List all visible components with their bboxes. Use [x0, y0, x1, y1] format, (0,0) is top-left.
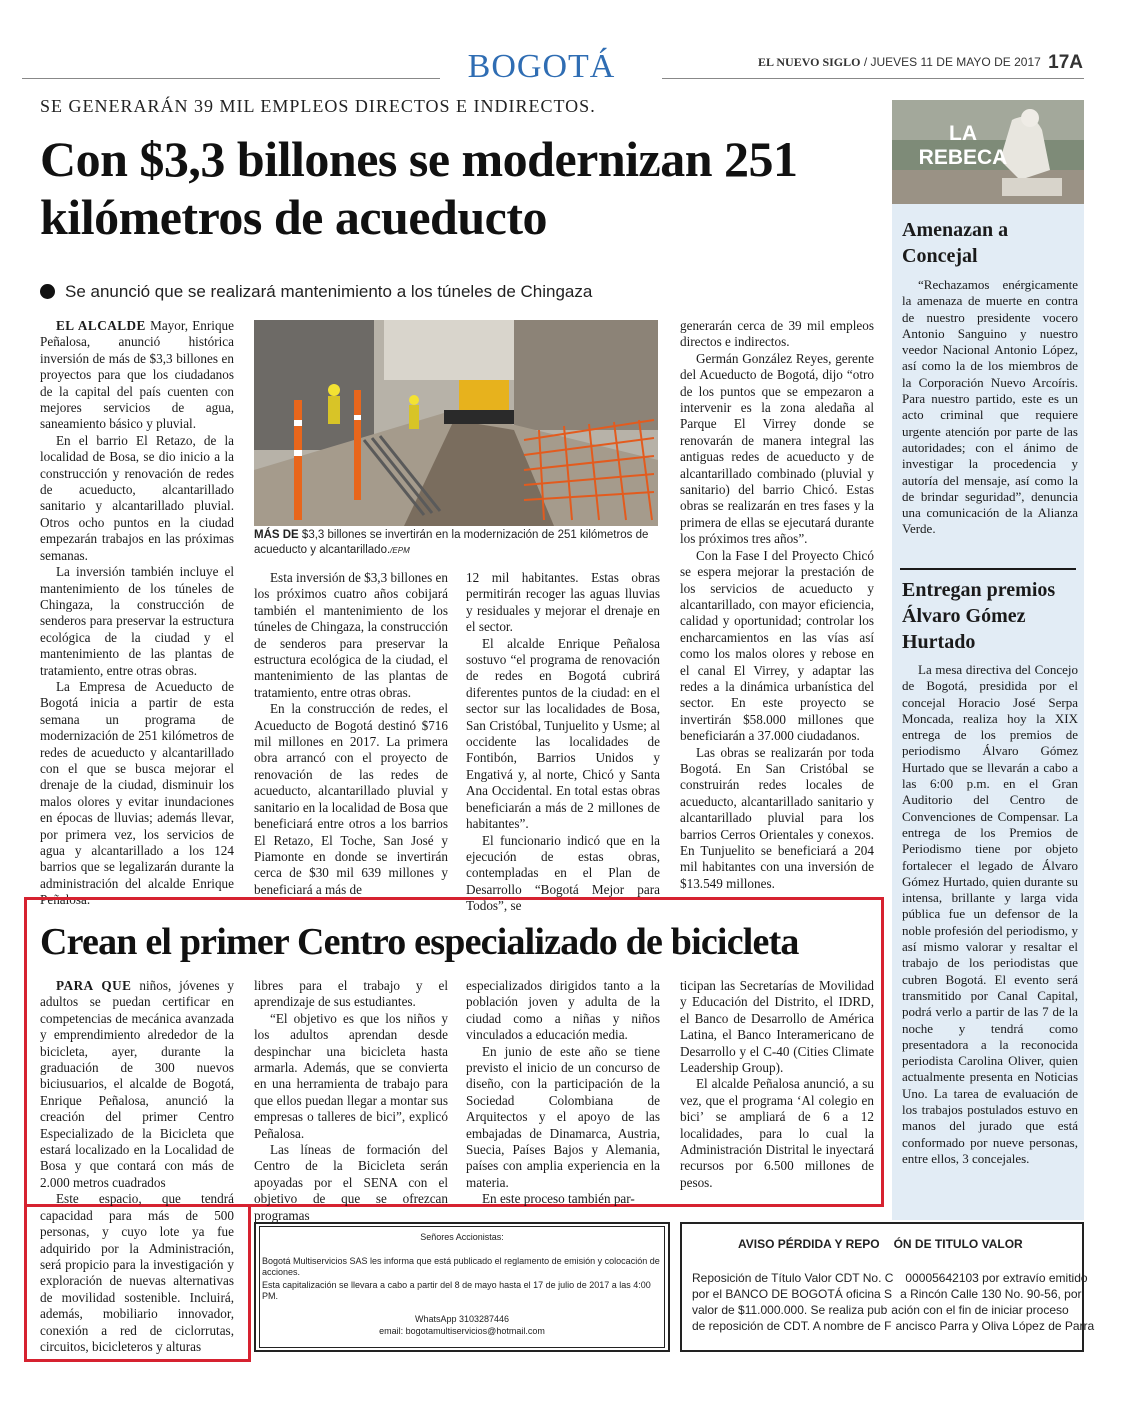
- paragraph: En este proceso también par-: [482, 1191, 635, 1207]
- ad2-line: de reposición de CDT. A nombre de F ancisco Parra y Oliva López de Parra: [692, 1319, 1095, 1333]
- paragraph: El alcalde Enrique Peñalosa sostuvo “el programa de renovación de redes en Bogotá cubrirá diferentes puntos de la ciudad: en el sector sur las localidades de Bosa, San Cristóbal, Tunjuelito y Usme; al occidente las localidades de Fontibón, Barrios Unidos y Engativá y, al norte, Chicó y Santa Ana Occidental. En total estas obras beneficiarán a más de 2 millones de habitantes”.: [466, 635, 660, 832]
- caption-text: $3,3 billones se invertirán en la modernización de 251 kilómetros de acueducto y alcantarillado.: [254, 529, 649, 556]
- photo-credit: /EPM: [390, 546, 410, 555]
- bicycle-column-4: [680, 978, 874, 1208]
- article-column-2: [254, 570, 448, 897]
- paragraph: ticipan las Secretarías de Movilidad y Educación del Distrito, el IDRD, el Banco de Desarrollo de América Latina, el Banco Interamericano de Desarrollo y el C-40 (Cities Climate Leadership Group).: [680, 978, 874, 1076]
- paragraph: En el barrio El Retazo, de la localidad de Bosa, se dio inicio a la construcción y renovación de redes de acueducto, alcantarillado sanitario y alcantarillado pluvial. Otros ocho puntos en la ciudad empezarán trabajos en las próximas semanas.: [40, 432, 234, 563]
- sidebar-headline-1: Amenazan a Concejal: [902, 219, 1009, 267]
- caption-lead: MÁS DE: [254, 529, 299, 541]
- paragraph: especializados dirigidos tanto a la población joven y adulta de la ciudad como a niñas y niños vinculados a educación media.: [466, 978, 660, 1043]
- ad2-line: por el BANCO DE BOGOTÁ oficina S a Rincón Calle 130 No. 90-56, por: [692, 1287, 1082, 1301]
- page-number: 17A: [1048, 52, 1083, 73]
- ad-text: Bogotá Multiservicios SAS les informa que está publicado el reglamento de emisión y colocación de acciones.: [262, 1256, 660, 1277]
- construction-photo: [254, 320, 658, 526]
- ad-title: Señores Accionistas:: [420, 1232, 504, 1242]
- ad2-title: AVISO PÉRDIDA Y REPO ÓN DE TITULO VALOR: [738, 1237, 1023, 1251]
- paragraph: EL ALCALDE Mayor, Enrique Peñalosa, anunció histórica inversión de más de $3,3 billones en proyectos para que los ciudadanos de la capital del país cuenten con mejores servicios de agua, saneamiento básico y pluvial.: [40, 318, 234, 432]
- folio: [758, 52, 1083, 74]
- paragraph: Las líneas de formación del Centro de la Bicicleta serán apoyadas por el SENA con el objetivo de que se ofrezcan programas: [254, 1142, 448, 1223]
- paragraph: Esta inversión de $3,3 billones en los próximos cuatro años cobijará también el mantenimiento de los túneles de Chingaza, la construcción de senderos para preservar la estructura ecológica de la ciudad, el mantenimiento de las plantas de tratamiento, entre otras obras.: [254, 570, 448, 700]
- sidebar-text-1: “Rechazamos enérgicamente la amenaza de muerte en contra de nuestro presidente vocero Antonio Sanguino y nuestro veedor Nacional Antonio López, así como la de los miembros de la Corporación Nuevo Arcoíris. Para nuestro partido, este es un acto criminal que requiere urgente atención por parte de las autoridades; con el ánimo de investigar la procedencia y autoría del mensaje, así como la de brindar seguridad”, denuncia una comunicación de la Alianza Verde.: [902, 277, 1078, 537]
- sidebar-text-2: La mesa directiva del Concejo de Bogotá, presidida por el concejal Horacio José Serpa Moncada, realiza hoy la XIX entrega de los premios de periodismo Álvaro Gómez Hurtado que se llevarán a cabo a las 6:00 p.m. en el Gran Auditorio del Centro de Convenciones de Compensar. La entrega de los Premios de Periodismo tiene por objeto fortalecer el legado de Álvaro Gómez Hurtado, quien durante su intensa, brillante y larga vida pública fue un defensor de la noble profesión del periodismo, y así mismo valorar y resaltar el trabajo de los periodistas que cubren Bogotá. El evento será transmitido por Canal Capital, podrá verlo a partir de las 7 de la noche y tendrá como presentadora a la reconocida periodista Carolina Oliver, quien actualmente presenta en Noticias Uno. La tarea de evaluación de los trabajos postulados estuvo en manos del jurado que está conformado por nueve personas, entre ellos, 3 concejales.: [902, 662, 1078, 1166]
- paragraph: libres para el trabajo y el aprendizaje de sus estudiantes.: [254, 978, 448, 1010]
- dek-text: Se anunció que se realizará mantenimiento a los túneles de Chingaza: [65, 282, 593, 301]
- paragraph: En la construcción de redes, el Acueducto de Bogotá destinó $716 mil millones en 2017. La primera obra arrancó con el proyecto de renovación de las redes de acueducto, alcantarillado pluvial y sanitario en la localidad de Bosa que beneficiará entre otros a los barrios El Retazo, El Toche, San José y Piamonte en donde se invertirán cerca de $30 mil 639 millones y beneficiará a más de: [254, 701, 448, 897]
- lead-in: EL ALCALDE: [56, 318, 146, 333]
- paper-name: EL NUEVO SIGLO: [758, 55, 861, 69]
- photo-caption: [254, 528, 658, 558]
- ad2-line: valor de $11.000.000. Se realiza pub ación con el fin de iniciar proceso: [692, 1303, 1069, 1317]
- paragraph: Las obras se realizarán por toda Bogotá. En San Cristóbal se construirán redes locales de acueducto, alcantarillado sanitario y alcantarillado pluvial para los barrios Cerros Orientales y conexos. En Tunjuelito se beneficiará a 204 mil habitantes con una inversión de $13.549 millones.: [680, 744, 874, 891]
- paragraph: generarán cerca de 39 mil empleos directos e indirectos.: [680, 318, 874, 350]
- paragraph: Este espacio, que tendrá capacidad para más de 500 personas, y cuyo lote ya fue adquirido por la Administración, será propicio para la investigación y exploración de nuevas alternativas de movilidad sostenible. Incluirá, además, mobiliario innovador, conexión a red de ciclorrutas, circuitos, bicicleteros y alturas: [40, 1191, 234, 1354]
- article-column-1: [40, 318, 234, 908]
- paragraph: Germán González Reyes, gerente del Acueducto de Bogotá, dijo “otro de los puntos que se empezaron a intervenir es la zona aledaña al Parque El Virrey donde se renovarán de manera integral las antiguas redes de acueducto y de alcantarillado combinado (pluvial y sanitario) del barrio Chicó. Estas obras se realizarán en tres fases y la primera de ellas se ejecutará durante los próximos tres años”.: [680, 350, 874, 547]
- bicycle-column-2: [254, 978, 448, 1223]
- paragraph: El funcionario indicó que en la ejecución de estas obras, contempladas en el Plan de Desarrollo “Bogotá Mejor para Todos”, se: [466, 832, 660, 914]
- dek: [40, 282, 592, 302]
- paragraph: “El objetivo es que los niños y los adultos aprendan desde despinchar una bicicleta hasta armarla. Además, que se convierta en una herramienta de trabajo para que ellos puedan llegar a montar sus empresas o talleres de bici”, explicó Peñalosa.: [254, 1010, 448, 1141]
- paragraph: PARA QUE niños, jóvenes y adultos se puedan certificar en competencias de mecánica avanzada y emprendimiento alrededor de la bicicleta, ayer, durante la graduación de 300 nuevos biciusuarios, el alcalde de Bogotá, Enrique Peñalosa, anunció la creación del primer Centro Especializado de la Bicicleta que estará localizado en la Localidad de Bosa y que contará con más de 2.000 metros cuadrados: [40, 978, 234, 1190]
- paragraph: En junio de este año se tiene previsto el inicio de un concurso de diseño, con la participación de la Sociedad Colombiana de Arquitectos y el apoyo de las embajadas de Dinamarca, Austria, Suecia, Países Bajos y Alemania, países con amplia experiencia en la materia.: [466, 1043, 660, 1190]
- lead-in: PARA QUE: [56, 978, 132, 993]
- article-column-3: [466, 570, 660, 914]
- kicker: SE GENERARÁN 39 MIL EMPLEOS DIRECTOS E INDIRECTOS.: [40, 96, 596, 116]
- sidebar-headline-2: Entregan premios Álvaro Gómez Hurtado: [902, 579, 1056, 653]
- masthead-rule-right: [662, 78, 1084, 79]
- paragraph: El alcalde Peñalosa anunció, a su vez, que el programa ‘Al colegio en bici’ se ampliará de 6 a 12 localidades, para lo cual la Administración Distrital le inyectará recursos por 6.500 millones de pesos.: [680, 1076, 874, 1190]
- paragraph: Con la Fase I del Proyecto Chicó se espera mejorar la prestación de los servicios de acueducto y alcantarillado, con mayor eficiencia, calidad y oportunidad; controlar los encharcamientos en las vías así como los malos olores y rebose en el canal El Virrey, y adaptar las redes a la dinámica urbanística del sector. En este proyecto se invertirán $58.000 millones que beneficiarán a 37.000 ciudadanos.: [680, 547, 874, 744]
- main-headline: Con $3,3 billones se modernizan 251 kilómetros de acueducto: [40, 131, 798, 245]
- issue-date: / JUEVES 11 DE MAYO DE 2017: [863, 55, 1041, 69]
- masthead-rule-left: [22, 78, 440, 79]
- ad-whatsapp: WhatsApp 3103287446: [414, 1314, 510, 1324]
- ad2-line: Reposición de Título Valor CDT No. C 00005642103 por extravío emitido: [692, 1271, 1088, 1285]
- bicycle-column-3: [466, 978, 660, 1208]
- article-column-4: [680, 318, 874, 890]
- bicycle-column-1: [40, 978, 234, 1354]
- ad-text: Esta capitalización se llevara a cabo a partir del 8 de mayo hasta el 17 de julio de 2017 a las 4:00 PM.: [262, 1280, 651, 1301]
- paragraph: 12 mil habitantes. Estas obras permitirán recoger las aguas lluvias y residuales y mejorar el drenaje en el sector.: [466, 570, 660, 635]
- bicycle-headline: Crean el primer Centro especializado de bicicleta: [40, 921, 799, 963]
- paragraph: La Empresa de Acueducto de Bogotá inicia a partir de esta semana un programa de modernización de 251 kilómetros de redes de acueducto y alcantarillado con el que se busca mejorar el drenaje de la ciudad, disminuir los malos olores y evitar inundaciones en épocas de lluvias; además llevar, por primera vez, los servicios de agua y alcantarillado a los 124 barrios que se legalizarán durante la administración del alcalde Enrique Peñalosa.: [40, 678, 234, 908]
- construction-photo-svg: [254, 320, 658, 526]
- la-rebeca-label: LA REBECA: [918, 122, 1008, 169]
- paragraph: La inversión también incluye el mantenimiento de los túneles de Chingaza, la construcción de senderos para preservar la estructura ecológica de la ciudad y el mantenimiento de las plantas de tratamiento, entre otras obras.: [40, 564, 234, 678]
- bullet-icon: [40, 284, 55, 299]
- sidebar-divider: [900, 568, 1076, 570]
- section-title: BOGOTÁ: [467, 48, 616, 85]
- ad-email: email: bogotamultiservicios@hotmail.com: [379, 1326, 545, 1336]
